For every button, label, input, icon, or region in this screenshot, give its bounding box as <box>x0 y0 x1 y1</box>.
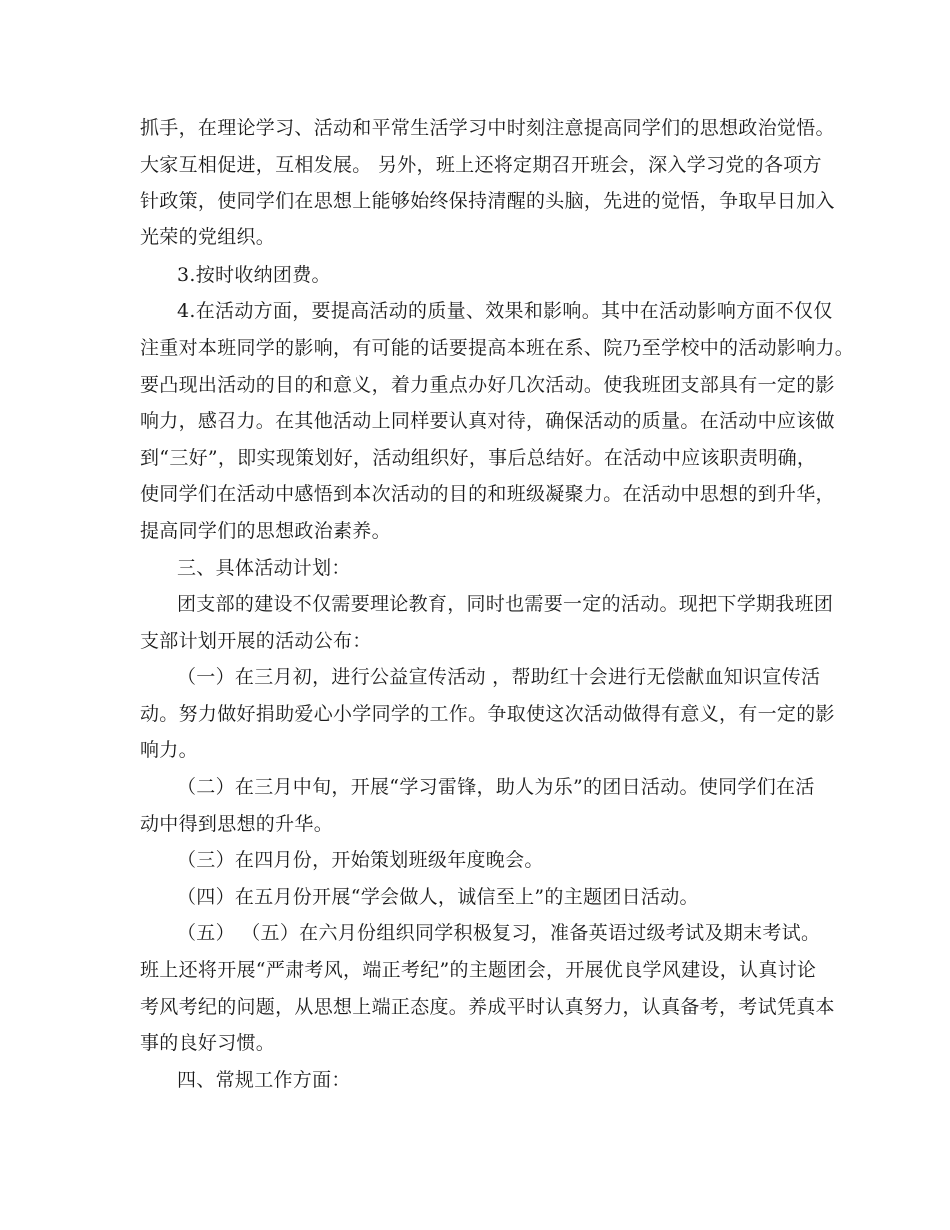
section-heading-4: 四、常规工作方面： <box>177 1069 351 1091</box>
paragraph-line: 光荣的党组织。 <box>140 226 276 248</box>
paragraph-line: 动中得到思想的升华。 <box>140 813 334 835</box>
list-item-4: 4.在活动方面，要提高活动的质量、效果和影响。其中在活动影响方面不仅仅 <box>177 300 833 322</box>
paragraph-line: 团支部的建设不仅需要理论教育，同时也需要一定的活动。现把下学期我班团 <box>177 593 834 615</box>
paragraph-line: 支部计划开展的活动公布： <box>140 630 372 652</box>
paragraph-line: 响力，感召力。在其他活动上同样要认真对待，确保活动的质量。在活动中应该做 <box>140 410 835 432</box>
paragraph-line: 大家互相促进，互相发展。 另外，班上还将定期召开班会，深入学习党的各项方 <box>140 154 822 176</box>
paragraph-line: 提高同学们的思想政治素养。 <box>140 520 391 542</box>
paragraph-line: 要凸现出活动的目的和意义，着力重点办好几次活动。使我班团支部具有一定的影 <box>140 374 835 396</box>
paragraph-line: 响力。 <box>140 739 198 761</box>
list-item-3: 3.按时收纳团费。 <box>177 264 331 286</box>
paragraph-line: 考风考纪的问题，从思想上端正态度。养成平时认真努力，认真备考，考试凭真本 <box>140 996 835 1018</box>
section-heading-3: 三、具体活动计划： <box>177 557 351 579</box>
paragraph-line: 使同学们在活动中感悟到本次活动的目的和班级凝聚力。在活动中思想的到升华， <box>140 483 835 505</box>
activity-item-4: （四）在五月份开展“学会做人，诚信至上”的主题团日活动。 <box>177 886 699 908</box>
activity-item-3: （三）在四月份，开始策划班级年度晚会。 <box>177 849 544 871</box>
activity-item-2: （二）在三月中旬，开展“学习雷锋，助人为乐”的团日活动。使同学们在活 <box>177 776 815 798</box>
paragraph-line: 抓手，在理论学习、活动和平常生活学习中时刻注意提高同学们的思想政治觉悟。 <box>140 117 835 139</box>
activity-item-5: （五） （五）在六月份组织同学积极复习，准备英语过级考试及期末考试。 <box>177 922 821 944</box>
activity-item-1: （一）在三月初，进行公益宣传活动 ，帮助红十会进行无偿献血知识宣传活 <box>177 666 821 688</box>
paragraph-line: 针政策，使同学们在思想上能够始终保持清醒的头脑，先进的觉悟，争取早日加入 <box>140 190 835 212</box>
paragraph-line: 班上还将开展“严肃考风，端正考纪”的主题团会，开展优良学风建设，认真讨论 <box>140 959 817 981</box>
paragraph-line: 动。努力做好捐助爱心小学同学的工作。争取使这次活动做得有意义，有一定的影 <box>140 703 835 725</box>
paragraph-line: 事的良好习惯。 <box>140 1032 276 1054</box>
paragraph-line: 到“三好”，即实现策划好，活动组织好，事后总结好。在活动中应该职责明确， <box>140 447 817 469</box>
paragraph-line: 注重对本班同学的影响，有可能的话要提高本班在系、院乃至学校中的活动影响力。 <box>140 337 855 359</box>
